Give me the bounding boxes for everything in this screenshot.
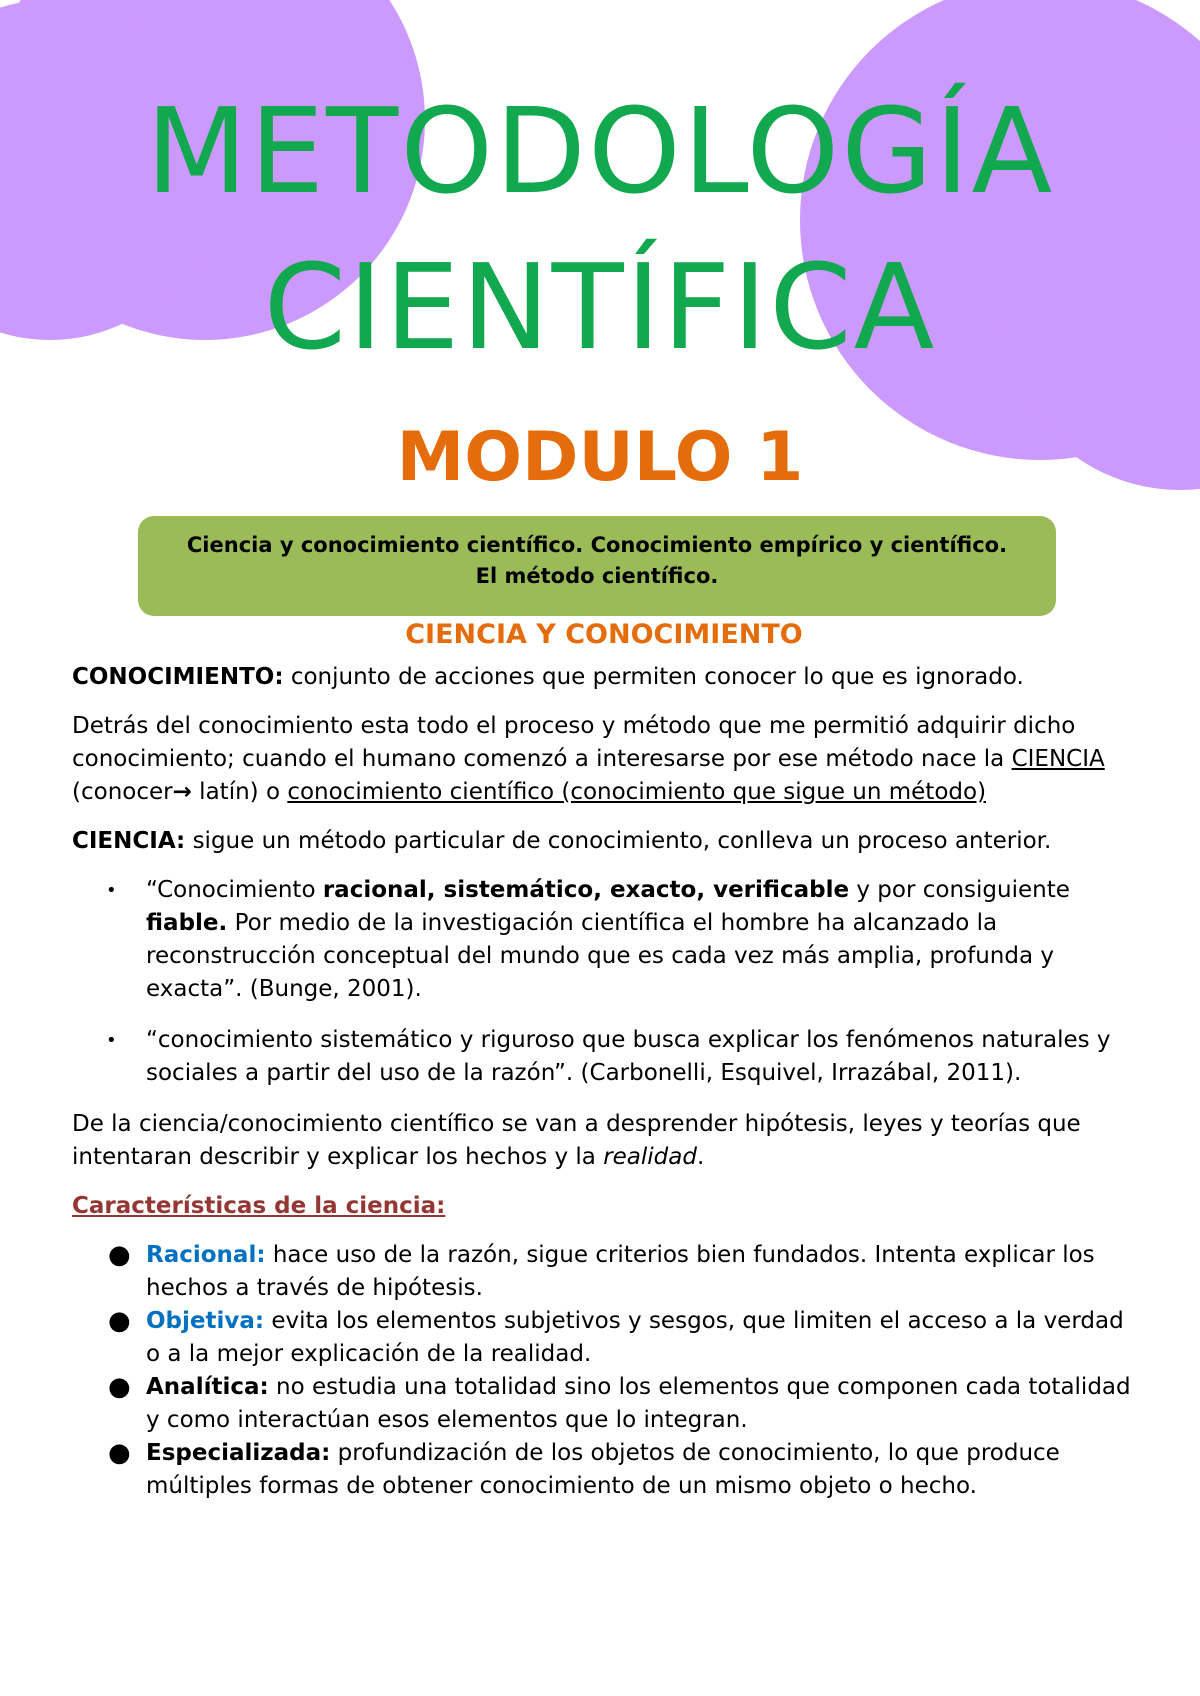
characteristic-name: Especializada:	[146, 1440, 331, 1466]
characteristics-heading: Características de la ciencia:	[72, 1193, 446, 1219]
quotes-list	[72, 874, 1136, 1090]
paragraph-hipotesis	[72, 1108, 1136, 1174]
paragraph-text: De la ciencia/conocimiento científico se van a desprender hipótesis, leyes y teorías que intentaran describir y explicar los hechos y la	[72, 1111, 1081, 1170]
paragraph-text: (conocer	[72, 779, 173, 805]
paragraph-conocimiento	[72, 661, 1136, 694]
quote-text: y por consiguiente	[849, 877, 1070, 903]
paragraph-ciencia	[72, 825, 1136, 858]
subtitle-line-1: Ciencia y conocimiento científico. Conocimiento empírico y científico.	[186, 533, 1008, 557]
characteristic-text: evita los elementos subjetivos y sesgos, que limiten el acceso a la verdad o a la mejor explicación de la realidad.	[146, 1308, 1124, 1367]
module-heading: MODULO 1	[396, 418, 804, 497]
characteristic-name: Objetiva:	[146, 1308, 265, 1334]
paragraph-text: .	[696, 1144, 705, 1170]
definition-text: conjunto de acciones que permiten conocer lo que es ignorado.	[283, 664, 1024, 690]
paragraph-text: Detrás del conocimiento esta todo el proceso y método que me permitió adquirir dicho conocimiento; cuando el humano comenzó a interesarse por ese método nace la	[72, 713, 1076, 772]
title-line-2: CIENTÍFICA	[263, 238, 937, 376]
quote-bold: fiable.	[146, 910, 228, 936]
characteristic-text: profundización de los objetos de conocimiento, lo que produce múltiples formas de obtener conocimiento de un mismo objeto o hecho.	[146, 1440, 1060, 1499]
paragraph-ciencia-origin	[72, 710, 1136, 809]
subtitle-box	[138, 516, 1056, 616]
characteristic-item	[72, 1305, 1136, 1371]
bullet-icon: ●	[108, 1438, 131, 1468]
subtitle-line-2: El método científico.	[475, 564, 719, 588]
quote-item-carbonelli	[72, 1024, 1136, 1090]
quote-bold: racional, sistemático, exacto, verificable	[322, 877, 850, 903]
bullet-icon: •	[106, 1030, 117, 1051]
bullet-icon: ●	[108, 1306, 131, 1336]
quote-text: “Conocimiento	[146, 877, 323, 903]
characteristic-name: Analítica:	[146, 1374, 269, 1400]
paragraph-text: latín) o	[191, 779, 288, 805]
bullet-icon: ●	[108, 1372, 131, 1402]
characteristics-list	[72, 1239, 1136, 1503]
bullet-icon: ●	[108, 1240, 131, 1270]
term-label: CONOCIMIENTO:	[72, 664, 284, 690]
term-label: CIENCIA:	[72, 828, 186, 854]
characteristic-text: no estudia una totalidad sino los elementos que componen cada totalidad y como interactúan esos elementos que lo integran.	[146, 1374, 1131, 1433]
italic-term: realidad	[603, 1144, 697, 1170]
document-body	[72, 618, 1136, 1503]
characteristic-text: hace uso de la razón, sigue criterios bien fundados. Intenta explicar los hechos a través de hipótesis.	[146, 1242, 1095, 1301]
ciencia-underlined: CIENCIA	[1011, 746, 1105, 772]
characteristic-item	[72, 1239, 1136, 1305]
quote-text: “conocimiento sistemático y riguroso que busca explicar los fenómenos naturales y sociales a partir del uso de la razón”. (Carbonelli, Esquivel, Irrazábal, 2011).	[146, 1027, 1111, 1086]
quote-item-bunge	[72, 874, 1136, 1006]
section-title: CIENCIA Y CONOCIMIENTO	[405, 619, 803, 650]
characteristic-item	[72, 1437, 1136, 1503]
characteristic-name: Racional:	[146, 1242, 266, 1268]
title-line-1: METODOLOGÍA	[145, 82, 1055, 220]
conocimiento-cientifico-underlined: conocimiento científico (conocimiento que sigue un método)	[287, 779, 987, 805]
quote-text: Por medio de la investigación científica el hombre ha alcanzado la reconstrucción conceptual del mundo que es cada vez más amplia, profunda y exacta”. (Bunge, 2001).	[146, 910, 1054, 1002]
definition-text: sigue un método particular de conocimiento, conlleva un proceso anterior.	[185, 828, 1052, 854]
arrow-icon: →	[172, 779, 192, 805]
bullet-icon: •	[106, 880, 117, 901]
characteristic-item	[72, 1371, 1136, 1437]
